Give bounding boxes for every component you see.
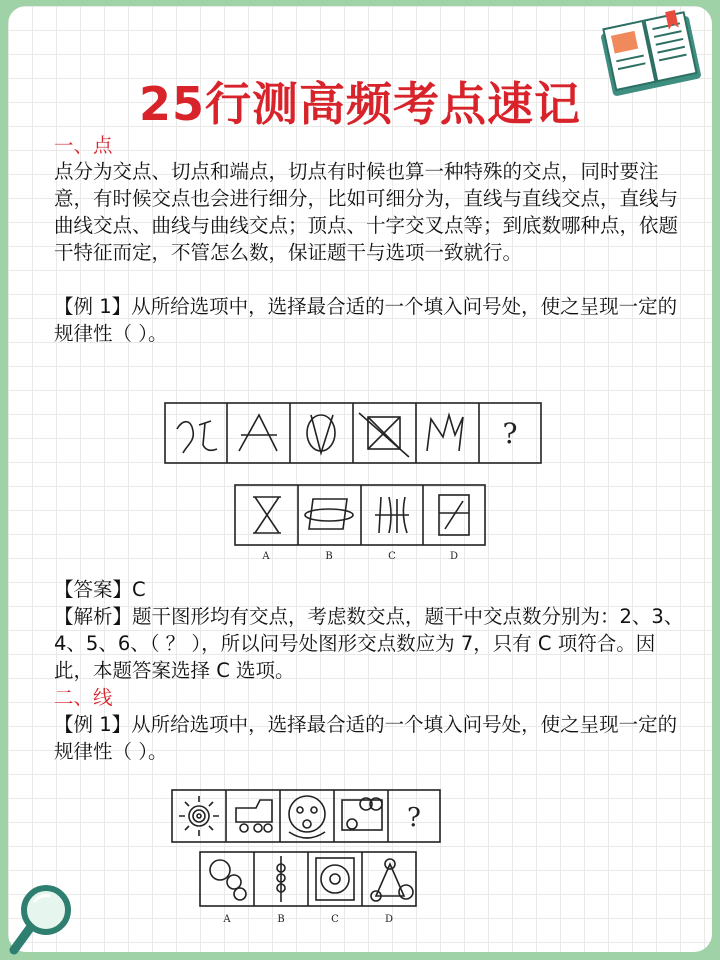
figure-2-question-mark: ? — [407, 803, 421, 833]
figure-1-option-b-label: B — [325, 551, 333, 561]
example-2-figure — [170, 788, 450, 930]
example-1-analysis: 【解析】题干图形均有交点，考虑数交点，题干中交点数分别为：2、3、4、5、6、（ ？ ），所以问号处图形交点数应为 7，只有 C 项符合。因此，本题答案选择 C 选项。 — [54, 605, 684, 682]
section-point-body: 点分为交点、切点和端点，切点有时候也算一种特殊的交点，同时要注意，有时候交点也会进行细分，比如可细分为，直线与直线交点，直线与曲线交点、曲线与曲线交点；顶点、十字交叉点等；到底数哪种点，依题干特征而定，不管怎么数，保证题干与选项一致就行。 — [54, 160, 679, 264]
figure-2-option-c-label: C — [331, 914, 339, 925]
example-2-prompt: 【例 1】从所给选项中，选择最合适的一个填入问号处，使之呈现一定的规律性（ ）。 — [54, 713, 678, 763]
example-1-answer: 【答案】C — [54, 578, 146, 601]
figure-2-option-d-label: D — [384, 914, 394, 925]
figure-1-option-a-label: A — [262, 551, 270, 561]
magnifier-icon — [0, 870, 80, 960]
example-1-prompt: 【例 1】从所给选项中，选择最合适的一个填入问号处，使之呈现一定的规律性（ ）。 — [54, 295, 678, 345]
figure-1-option-c-label: C — [388, 551, 396, 561]
figure-1-option-d-label: D — [449, 551, 459, 561]
section-heading-point: 一、点 — [54, 134, 113, 157]
figure-2-option-a-label: A — [223, 914, 231, 925]
figure-1-question-mark: ? — [502, 417, 518, 450]
page-title: 25行测高频考点速记 — [138, 77, 581, 131]
section-heading-line: 二、线 — [54, 686, 113, 709]
figure-2-option-b-label: B — [277, 914, 285, 925]
page — [8, 6, 712, 952]
example-1-figure — [163, 401, 553, 561]
